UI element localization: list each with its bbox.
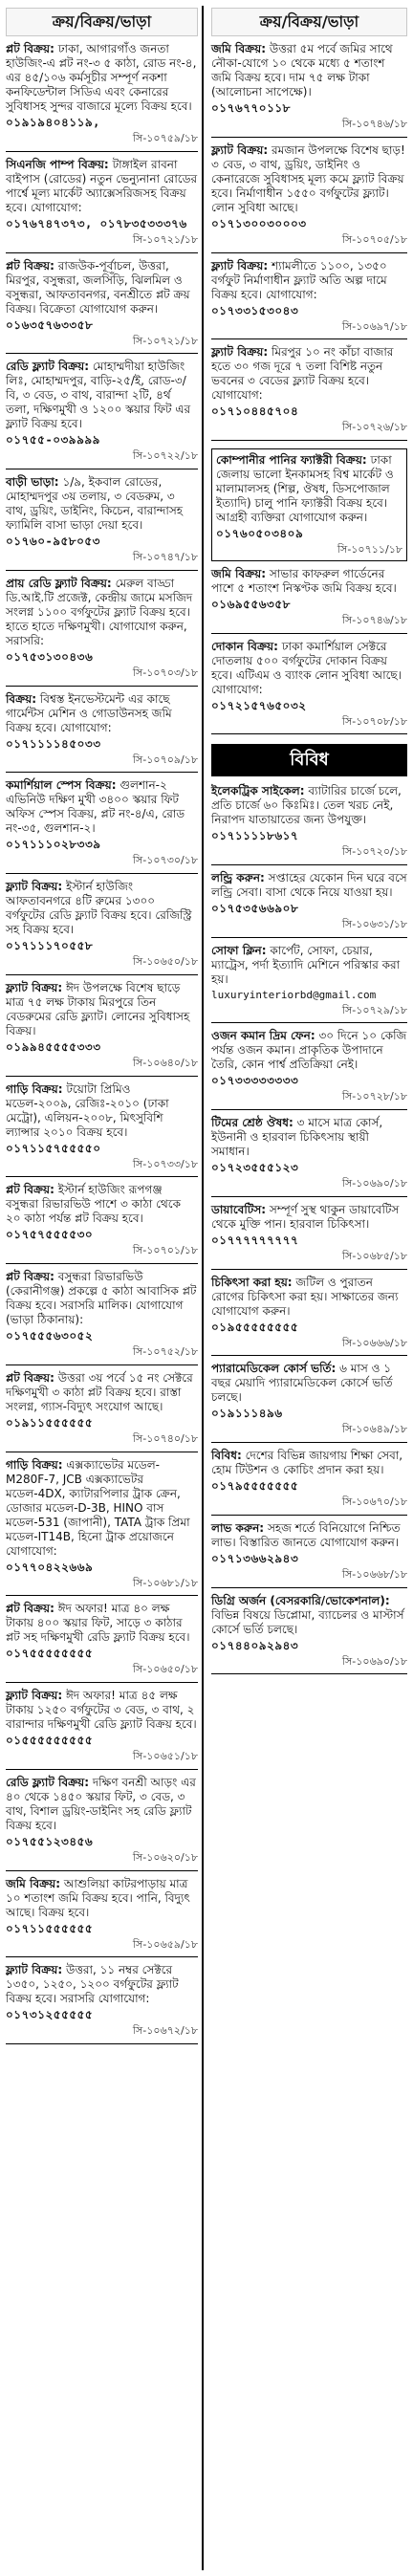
ad-text: ঢাকা কমার্শিয়াল সেক্টরে দোতলায় ৫০০ বর্গফুটের দোকান বিক্রয় হবে। এটিএম ও ব্যাংক লোন সুবিধা আছে। যোগাযোগ: (211, 639, 402, 696)
ad-item (6, 692, 198, 774)
ad-text: কার্পেট, সোফা, চেয়ার, ম্যাট্রেস, পর্দা ইত্যাদি মেশিনে পরিস্কার করা হয়। (211, 943, 401, 986)
section-header-buy-sell-rent-right: ক্রয়/বিক্রয়/ভাড়া (211, 8, 407, 36)
ad-code: সি-১০৬৫০/১৮ (132, 955, 198, 968)
ad-title: ফ্ল্যাট বিক্রয়: (6, 980, 63, 994)
ad-item (6, 475, 198, 571)
ad-title: প্রায় রেডি ফ্ল্যাট বিক্রয়: (6, 576, 112, 590)
ad-code: সি-১০৭৫২/১৮ (132, 1345, 198, 1358)
ad-title: লাভ করুন: (211, 1520, 265, 1535)
ad-contact: ০১৭৩৩৩৩৩৩৩৩ (211, 1074, 299, 1088)
ad-email: luxuryinteriorbd@gmail.com (211, 988, 377, 1001)
ad-code: সি-১০৭২০/১৮ (341, 845, 407, 859)
ad-title: প্যারামেডিকেল কোর্স ভর্তি: (211, 1362, 337, 1376)
ad-item (211, 1594, 407, 1675)
ad-text: সম্পূর্ণ সুস্থ থাকুন ডায়াবেটিস থেকে মুক্তি পান। হারবাল চিকিৎসা। (211, 1202, 400, 1231)
ad-title: প্লট বিক্রয়: (6, 1602, 54, 1616)
ad-text: বিভিন্ন বিষয়ে ডিপ্লোমা, ব্যাচেলর ও মাস্টার্স কোর্সে ভর্তি চলছে। (211, 1607, 404, 1636)
ad-item-boxed (211, 448, 407, 561)
ad-code: সি-১০৬৫০/১৮ (132, 1663, 198, 1676)
ad-contact: ০১৭৬০৫০৩৪০৯ (216, 527, 304, 540)
ad-text: ব্যাটারির চার্জে চলে, প্রতি চার্জে ৬০ কিঃমিঃ। তেল খরচ নেই, নিরাপদ যাতায়াতের জন্য উপযুক্ত। (211, 784, 402, 827)
ad-title: টিমের শ্রেষ্ঠ ঔষধ: (211, 1116, 293, 1129)
ad-contact: ০১৭৬৭৭০১১৮ (211, 101, 291, 115)
ad-item (211, 143, 407, 253)
ad-contact: ০১৭৯৫৫৫৫৫৫৫ (211, 1479, 299, 1493)
ad-item (211, 259, 407, 340)
ad-contact: ০১৭৭৭৭৭৭৭৭৭ (211, 1233, 299, 1247)
ad-code: সি-১০৬২০/১৮ (132, 1850, 198, 1864)
ad-item (211, 1362, 407, 1443)
ad-contact: ০১৭২৩৫৫৫১২৩ (211, 1161, 299, 1174)
ad-code: সি-১০৭৩০/১৮ (132, 854, 198, 867)
ad-contact: ০১৯১১৫৫৫৫৫৫ (6, 1415, 94, 1430)
ad-item (6, 1183, 198, 1264)
ad-code: সি-১০৬৬৬/১৮ (341, 1336, 407, 1349)
ad-contact: ০১৭১১১১৪৫০৩৩ (6, 736, 101, 751)
ad-code: সি-১০৬৯৭/১৮ (341, 319, 407, 333)
ad-item (211, 1116, 407, 1197)
ad-text: ইস্টার্ন হাউজিং রূপগঞ্জ বসুন্ধরা রিভারভিউ পাশে ৩ কাঠা থেকে ২০ কাঠা পর্যন্ত প্লট বিক্রয় হবে। (6, 1183, 182, 1226)
ad-title: ডিগ্রি অর্জন (বেসরকারি/ভোকেশনাল): (211, 1593, 390, 1607)
ad-contact: ০১৭৫৫-০৩৯৯৯৯ (6, 433, 100, 448)
ad-code: সি-১০৭২২/১৮ (132, 449, 198, 463)
ad-contact: ০১৭১১৫৫৫৫৫৫ (6, 1921, 94, 1935)
ad-title: প্লট বিক্রয়: (6, 42, 54, 55)
ad-text: টাঙ্গাইল রাবনা বাইপাস (রোডের) নতুন ভেন্যুনানা রোডের পার্শ্বে মূল্য মার্কেট অ্যাক্সেসরিজসহ বিক্রয় হবে। যোগাযোগ: (6, 157, 198, 214)
ad-contact: ০১৭১১১৭০৫৫৮ (6, 939, 94, 952)
ad-text: ঢাকা, আগারগাঁও জনতা হাউজিং-এ প্লট নং-৩ ৫ কাঠা, রোড নং-৪, এর ৪৫/১০৬ কর্মসূচীর সম্পূর্ণ নকশা কনফিডেন্টাল সিডিএ এবং কেনারের সুবিধাসহ সুন্দর বাজারে মূল্যে বিক্রয় হবে। (6, 42, 197, 113)
ad-item (6, 880, 198, 975)
ad-text: এক্সক্যাভেটর মডেল-M280F-7, JCB এক্সক্যাভেটর মডেল-4DX, ক্যাটারপিলার ট্রাক ক্রেন, ডোজার মডেল-D-3B, HINO বাস মডেল-531 (জাপানী), TATA ট্রাক প্রিমা মডেল-IT14B, হিনো ট্রাক প্রয়োজনে যোগাযোগ: (6, 1457, 190, 1558)
ad-text: উত্তরা ৩য় পর্বে ১৫ নং সেক্টরে দক্ষিণমুখী ৩ কাঠা প্লট বিক্রয় হবে। রাস্তা সংলগ্ন, গ্যাস-বিদ্যুৎ সংযোগ আছে। (6, 1370, 193, 1413)
ad-contact: ০১৭৫৩৫৬৬৯০৮ (211, 902, 299, 915)
ad-code: সি-১০৭৪০/১৮ (132, 1431, 198, 1445)
ad-title: চিকিৎসা করা হয়: (211, 1275, 293, 1289)
ad-title: সিএনজি পাম্প বিক্রয়: (6, 157, 109, 171)
ad-contact: ০১৯১১১৪৯৬ (211, 1407, 283, 1421)
ad-title: বিবিধ: (211, 1449, 242, 1462)
ad-item (211, 1521, 407, 1588)
ad-title: ডায়াবেটিস: (211, 1202, 267, 1216)
ad-code: সি-১০৭৪৬/১৮ (341, 118, 407, 130)
ad-contact: ০১৭৪৪০৯২৯৪৩ (211, 1638, 299, 1652)
ad-contact: ০১৭৬৭৪৭৩৭৩, ০১৭৮৩৫৩৩৩৭৬ (6, 216, 187, 230)
ad-contact: ০১৭৫৫৫৫৫৫৫৫ (6, 1647, 94, 1661)
ad-item (6, 577, 198, 687)
ad-title: ফ্ল্যাট বিক্রয়: (6, 1963, 63, 1977)
ad-item (6, 259, 198, 355)
ad-text: ৩ মাসে মাত্র কোর্স, ইউনানী ও হারবাল চিকিৎসায় স্থায়ী সমাধান। (211, 1116, 383, 1158)
ad-text: ঈদ অফার! মাত্র ৪০ লক্ষ টাকায় ৪০০ স্কয়ার ফিট, সাড়ে ৩ কাঠার প্লট সহ দক্ষিণমুখী রেডি ফ্ল্যাট বিক্রয় হবে। (6, 1602, 190, 1645)
ad-contact: ০১৭৬০-৯৫৮০৫৩ (6, 535, 100, 548)
ad-item (211, 871, 407, 938)
ad-item (211, 42, 407, 138)
ad-item (6, 1371, 198, 1452)
ad-title: ফ্ল্যাট বিক্রয়: (211, 345, 269, 360)
ad-code: সি-১০৭২১/১৮ (132, 334, 198, 347)
ad-text: মিরপুর ১০ নং কাঁচা বাজার হতে ৩০ গজ দূরে ৭ তলা বিশিষ্ট নতুন ভবনের ৩ বেডের ফ্ল্যাট বিক্রয় হবে। যোগাযোগ: (211, 345, 394, 403)
ad-text: সপ্তাহের যেকোন দিন ঘরে বসে লন্ড্রি সেবা। বাসা থেকে নিয়ে যাওয়া হয়। (211, 871, 407, 899)
ad-text: সাভার কাফরুল গার্ডেনের পাশে ৫ শতাংশ নিস্কণ্টক জমি বিক্রয় হবে। (211, 566, 397, 595)
ad-text: বিশ্বস্ত ইনভেস্টমেন্ট এর কাছে গার্মেন্টস মেশিন ও গোডাউনসহ জমি বিক্রয় হবে। যোগাযোগ: (6, 691, 172, 734)
ad-code: সি-১০৬৭২/১৮ (132, 2024, 198, 2038)
ad-code: সি-১০৭৪৭/১৮ (132, 551, 198, 563)
ad-code: সি-১০৭০৫/১৮ (341, 232, 407, 246)
ad-title: প্লট বিক্রয়: (6, 258, 54, 273)
ad-title: রেডি ফ্ল্যাট বিক্রয়: (6, 360, 90, 374)
ad-code: সি-১০৭০৯/১৮ (132, 753, 198, 766)
ad-contact: ০১৭১১১০২৮৩৩৯ (6, 838, 101, 852)
ad-item (6, 1270, 198, 1365)
ad-item (211, 345, 407, 441)
ad-item (6, 1082, 198, 1178)
ad-contact: ০১৭৩১২৫৫৫৫৫ (6, 2008, 94, 2022)
ad-item (211, 640, 407, 735)
ad-item (6, 1602, 198, 1683)
ad-contact: ০১৬৩৫৭৬৩৩৫৮ (6, 317, 94, 332)
ad-code: সি-১০৬৪০/১৮ (132, 1056, 198, 1069)
ad-title: ওজন কমান দ্রিম ফেন: (211, 1029, 315, 1043)
ad-text: উত্তরা, ১১ নম্বর সেক্টরে ১৩৫০, ১২৫০, ১২০০ বর্গফুটের ফ্ল্যাট বিক্রয় হবে। সরাসরি যোগাযোগ: (6, 1963, 179, 2006)
ad-item (6, 1963, 198, 2044)
right-column (209, 6, 407, 2570)
ad-text: ঢাকা জেলায় ভালো ইনকামসহ বিশ্ব মার্কেট ও মালামালসহ (শিল্প, ঔষধ, ডিসপোজাল ইত্যাদি) চালু পানি ফ্যাক্টরী বিক্রয় হবে। আগ্রহী ব্যক্তিরা যোগাযোগ করুন। (216, 453, 394, 524)
ad-title: জমি বিক্রয়: (211, 42, 267, 55)
ad-code: সি-১০৬৬৮/১৮ (341, 1567, 407, 1581)
ad-contact: ০১৭৭০৪২২৬৬৯ (6, 1560, 94, 1574)
ad-contact: ০১৭১১৫৭৫৫৫৫০ (6, 1141, 101, 1155)
ad-text: রমজান উপলক্ষে বিশেষ ছাড়! ৩ বেড, ৩ বাথ, ড্রয়িং, ডাইনিং ও কেনারেজে সুবিধাসহ মূল্য কমে ফ্ল্যাট বিক্রয় হবে। নির্মাণাধীন ১৫৫০ বর্গফুটের ফ্ল্যাট। লোন সুবিধা আছে। (211, 142, 405, 214)
ad-title: লন্ড্রি করুন: (211, 871, 265, 884)
ad-title: গাড়ি বিক্রয়: (6, 1457, 63, 1472)
ad-title: ফ্ল্যাট বিক্রয়: (211, 142, 269, 157)
ad-contact: ০১৭৫৫৫৬৩০৫২ (6, 1329, 94, 1343)
ad-title: ফ্ল্যাট বিক্রয়: (6, 1689, 63, 1702)
ad-text: ঈদ অফার! মাত্র ৪৫ লক্ষ টাকায় ১২৫০ বর্গফুটের ৩ বেড, ৩ বাথ, ২ বারান্দার দক্ষিণমুখী রেডি ফ্ল্যাট বিক্রয় হবে। (6, 1689, 197, 1731)
section-header-misc: বিবিধ (211, 744, 407, 776)
ad-title: কমার্শিয়াল স্পেস বিক্রয়: (6, 778, 117, 793)
ad-text: শ্যামলীতে ১১০০, ১৩৫০ বর্গফুট নির্মাণাধীন ফ্ল্যাট অতি অল্প দামে বিক্রয় হবে। যোগাযোগ: (211, 258, 387, 301)
ad-contact: ০১৫৫৫৫৫৫৫৫৫ (6, 1734, 94, 1747)
ad-contact: ০১৯৫৫৫৫৫৫৫৫ (211, 1320, 299, 1334)
ad-text: দেশের বিভিন্ন জায়গায় শিক্ষা সেবা, হোম টিউশন ও কোচিং প্রদান করা হয়। (211, 1449, 403, 1476)
ad-title: জমি বিক্রয়: (211, 566, 267, 580)
ad-contact: ০১৭১৩০০৩০০০৩ (211, 216, 307, 230)
ad-title: প্লট বিক্রয়: (6, 1270, 54, 1283)
ad-contact: ০১৭১৩৬৬২৯৪৩ (211, 1551, 299, 1565)
ad-title: দোকান বিক্রয়: (211, 639, 278, 653)
ad-code: সি-১০৬৫৯/১৮ (132, 1937, 198, 1951)
ad-item (6, 778, 198, 874)
ad-text: আশুলিয়া কাটরপাড়ায় মাত্র ১০ শতাংশ জমি বিক্রয় হবে। পানি, বিদ্যুৎ আছে। বিক্রয় হবে। (6, 1876, 190, 1919)
ad-item (6, 1689, 198, 1770)
ad-item (6, 42, 198, 152)
ad-item (211, 784, 407, 865)
ad-text: মেরুল বাড্ডা ডি.আই.টি প্রজেক্ট, কেন্দ্রীয় জামে মসজিদ সংলগ্ন ১১০০ বর্গফুটের ফ্ল্যাট বিক্রয় হবে। হাতে হাতে দক্ষিণমুখী। যোগাযোগ করুন, সরাসরি: (6, 576, 193, 647)
ad-item (211, 944, 407, 1024)
ad-code: সি-১০৬৮১/১৮ (132, 1576, 198, 1589)
ad-code: সি-১০৬৩১/১৮ (341, 918, 407, 930)
ad-text: ইস্টার্ন হাউজিং আফতাবনগরে ৪টি রুমের ১৩০০ বর্গফুটের রেডি ফ্ল্যাট বিক্রয় হবে। রেজিস্ট্রি সহ বিক্রয় হবে। (6, 880, 192, 936)
ad-contact: ০১৭১০৪৪৫৭০৪ (211, 404, 299, 419)
ad-contact: ০১৭১১১১৮৬১৭ (211, 829, 299, 843)
ad-item (6, 360, 198, 469)
ad-title: কোম্পানীর পানির ফ্যাক্টরী বিক্রয়: (216, 453, 367, 467)
ad-code: সি-১০৭১১/১৮ (337, 543, 402, 556)
ad-title: বাড়ী ভাড়া: (6, 475, 59, 489)
ad-code: সি-১০৬৯০/১৮ (341, 1177, 407, 1190)
ad-text: ৩০ দিনে ১০ কেজি পর্যন্ত ওজন কমান। প্রাকৃতিক উপাদানে তৈরি, কোন পার্শ্ব প্রতিক্রিয়া নেই। (211, 1029, 407, 1072)
ad-item (6, 158, 198, 253)
ad-item (211, 567, 407, 634)
ad-title: গাড়ি বিক্রয়: (6, 1081, 63, 1096)
ad-code: সি-১০৬৪৯/১৮ (341, 1423, 407, 1436)
ad-text: ঈদ উপলক্ষে বিশেষ ছাড়ে মাত্র ৭৫ লক্ষ টাকায় মিরপুরে তিন বেডরুমের রেডি ফ্ল্যাট। লোনের সুবিধাসহ বিক্রয়। (6, 980, 190, 1037)
ad-code: সি-১০৬৫১/১৮ (132, 1750, 198, 1762)
ad-contact: ০১৭৫৩১৩০৪৩৬ (6, 649, 94, 664)
ad-text: গুলশান-২ এভিনিউ দক্ষিণ মুখী ৩৪০০ স্কয়ার ফিট অফিস স্পেস বিক্রয়, প্লট নং-৪/এ, রোড নং-৩৫, গুলশান-২। (6, 778, 185, 836)
ad-code: সি-১০৬৭০/১৮ (341, 1495, 407, 1508)
ad-code: সি-১০৭০১/১৮ (132, 1244, 198, 1257)
ad-code: সি-১০৭৫৯/১৮ (132, 132, 198, 144)
ad-contact: ০১৬৯৫৫৬৩৫৮ (211, 597, 291, 611)
ad-contact: ০১৭৫৫১২৩৪৫৬ (6, 1834, 94, 1848)
ad-text: ১/৯, ইকবাল রোডের, মোহাম্মদপুর ৩য় তলায়, ৩ বেডরুম, ৩ বাথ, ড্রয়িং, ডাইনিং, কিচেন, বারান্দাসহ ফ্যামিলি বাসা ভাড়া দেয়া হবে। (6, 475, 184, 532)
left-column (6, 6, 204, 2570)
ad-text: মোহাম্মদীয়া হাউজিং লিঃ, মোহাম্মদপুর, বাড়ি-২৫/ই, রোড-৩/বি, ৩ বেড, ৩ বাথ, বারান্দা ২টি, ৪র্থ তলা, দক্ষিণমুখী ও ১২০০ স্কয়ার ফিট এর ফ্ল্যাট বিক্রয় হবে। (6, 360, 191, 431)
ad-code: সি-১০৭৪৬/১৮ (341, 613, 407, 626)
ad-title: সোফা ক্লিন: (211, 943, 267, 957)
ad-text: রাজউক-পূর্বাচল, উত্তরা, মিরপুর, বসুন্ধরা, জলসিঁড়ি, ঝিলমিল ও বসুন্ধরা, আফতাবনগর, বনশ্রীতে প্লট ক্রয় বিক্রয়। বিক্রেতা যোগাযোগ করুন। (6, 258, 190, 316)
ad-item (211, 1276, 407, 1357)
ad-text: উত্তরা ৫ম পর্বে জমির সাথে নৌকা-যোগে ১০ থেকে মধ্যে ৫ শতাংশ জমি বিক্রয় হবে। দাম ৭৫ লক্ষ টাকা (আলোচনা সাপেক্ষে)। (211, 42, 393, 98)
ad-contact: ০১৭২১৫৭৬৫০৩২ (211, 698, 307, 712)
ad-code: সি-১০৭২১/১৮ (132, 232, 198, 246)
ad-title: প্লট বিক্রয়: (6, 1183, 54, 1197)
ad-item (6, 1458, 198, 1597)
ad-contact: ০১৯১৯৪০৪১১৯, (6, 116, 100, 129)
ad-text: বসুন্ধরা রিভারভিউ (কেরানীগঞ্জ) প্রকল্পে ৫ কাঠা আবাসিক প্লট বিক্রয় হবে। সরাসরি মালিক। যোগাযোগ (ভাড়া ঠিকানায়): (6, 1270, 197, 1326)
ad-title: বিক্রয়: (6, 691, 37, 706)
ad-text: ৬ মাস ও ১ বছর মেয়াদি প্যারামেডিকেল কোর্সে ভর্তি চলছে। (211, 1362, 393, 1405)
ad-code: সি-১০৬৯০/১৮ (341, 1654, 407, 1668)
ad-item (211, 1029, 407, 1110)
ad-item (6, 981, 198, 1077)
ad-contact: ০১৭৩৩১৫৩০৪৩ (211, 303, 299, 317)
ad-code: সি-১০৭২৬/১৮ (341, 421, 407, 434)
ad-title: জমি বিক্রয়: (6, 1876, 61, 1890)
ad-item (211, 1449, 407, 1516)
ad-item (6, 1776, 198, 1871)
ad-code: সি-১০৭০৩/১৮ (132, 666, 198, 679)
ad-text: সহজ শর্তে বিনিয়োগে নিশ্চিত লাভ। বিস্তারিত জানতে যোগাযোগ করুন। (211, 1520, 401, 1549)
ad-title: প্লট বিক্রয়: (6, 1370, 54, 1385)
ad-title: ইলেকট্রিক সাইকেল: (211, 784, 305, 798)
section-header-buy-sell-rent-left: ক্রয়/বিক্রয়/ভাড়া (6, 8, 198, 36)
ad-text: দক্ষিণ বনশ্রী আড়ং এর ৪০ থেকে ১৪৫০ স্কয়ার ফিট, ৩ বেড, ৩ বাথ, বিশাল ড্রয়িং-ডাইনিং সহ রেডি ফ্ল্যাট বিক্রয় হবে। (6, 1775, 196, 1832)
ad-title: রেডি ফ্ল্যাট বিক্রয়: (6, 1775, 90, 1789)
ad-text: টয়োটা প্রিমিও মডেল-২০০৯, রেজিঃ-২০১০ (ঢাকা মেট্রো), এলিয়ন-২০০৮, মিৎসুবিশি ল্যান্সার ২০১০ বিক্রয় হবে। (6, 1081, 169, 1139)
ad-title: ফ্ল্যাট বিক্রয়: (211, 258, 269, 273)
ad-item (6, 1877, 198, 1958)
ad-contact: ০১৯৯৪৫৫৫৫৩৩৩ (6, 1039, 101, 1054)
ad-contact: ০১৭৫৭৫৫৫৫৩০ (6, 1228, 94, 1242)
ad-code: সি-১০৭২৮/১৮ (341, 1090, 407, 1103)
ad-code: সি-১০৭০৮/১৮ (341, 714, 407, 728)
ad-item (211, 1203, 407, 1270)
ad-text: জটিল ও পুরাতন রোগের চিকিৎসা করা হয়। সাক্ষাতের জন্য যোগাযোগ করুন। (211, 1275, 399, 1318)
ad-code: সি-১০৭২৯/১৮ (341, 1003, 407, 1016)
ad-title: ফ্ল্যাট বিক্রয়: (6, 880, 63, 893)
ad-code: সি-১০৭৩৩/১৮ (132, 1157, 198, 1170)
ad-code: সি-১০৬৮৫/১৮ (341, 1249, 407, 1262)
